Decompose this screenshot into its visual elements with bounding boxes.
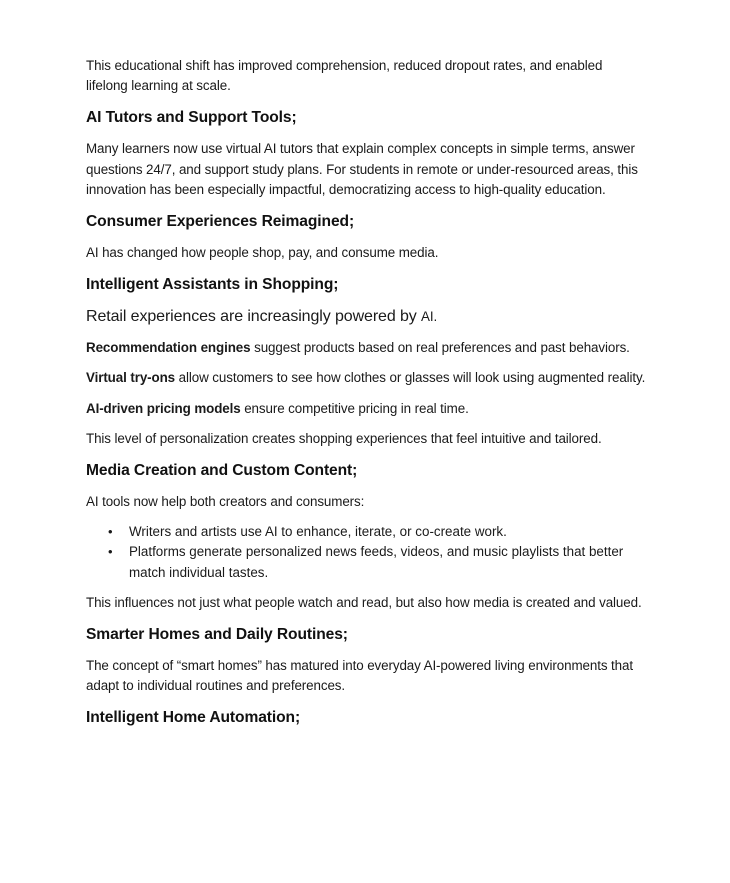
bullet-icon: • (108, 524, 113, 540)
paragraph-intro: This educational shift has improved comprehension, reduced dropout rates, and enabled lifelong learning at scale. (86, 58, 603, 94)
feature-text: ensure competitive pricing in real time. (240, 400, 469, 416)
list-item-text: Platforms generate personalized news feeds, videos, and music playlists that better match individual tastes. (129, 544, 624, 580)
feature-virtual-try-ons (86, 368, 646, 388)
list-item (86, 522, 646, 542)
paragraph-media-intro: AI tools now help both creators and consumers: (86, 494, 365, 510)
heading-home-automation: Intelligent Home Automation; (86, 709, 301, 727)
heading-smarter-homes: Smarter Homes and Daily Routines; (86, 626, 348, 644)
bullet-icon: • (108, 544, 113, 560)
feature-pricing-models (86, 399, 646, 419)
document-page (86, 56, 646, 729)
retail-tail-text: AI. (421, 309, 438, 325)
feature-term: Virtual try-ons (86, 370, 176, 386)
paragraph-ai-tutors: Many learners now use virtual AI tutors that explain complex concepts in simple terms, answer questions 24/7, and support study plans. For students in remote or under-resourced areas, this innovation has been especially impactful, democratizing access to high-quality education. (86, 141, 638, 197)
feature-term: Recommendation engines (86, 340, 251, 356)
paragraph-media-outro: This influences not just what people watch and read, but also how media is created and valued. (86, 594, 642, 610)
feature-text: allow customers to see how clothes or glasses will look using augmented reality. (175, 370, 646, 386)
heading-ai-tutors: AI Tutors and Support Tools; (86, 109, 297, 127)
paragraph-personalization: This level of personalization creates shopping experiences that feel intuitive and tailored. (86, 430, 602, 446)
paragraph-consumer: AI has changed how people shop, pay, and consume media. (86, 245, 439, 261)
heading-media-creation: Media Creation and Custom Content; (86, 462, 358, 480)
heading-shopping-assistants: Intelligent Assistants in Shopping; (86, 276, 339, 294)
list-item-text: Writers and artists use AI to enhance, iterate, or co-create work. (129, 524, 507, 540)
paragraph-smart-homes: The concept of “smart homes” has matured into everyday AI-powered living environments that adapt to individual routines and preferences. (86, 658, 633, 694)
list-item (86, 542, 646, 582)
retail-main-text: Retail experiences are increasingly powered by (86, 308, 422, 326)
heading-consumer-experiences: Consumer Experiences Reimagined; (86, 213, 355, 231)
feature-text: suggest products based on real preferences and past behaviors. (250, 340, 630, 356)
media-bullet-list (86, 522, 646, 583)
feature-recommendation-engines (86, 338, 646, 358)
paragraph-retail (86, 306, 646, 328)
feature-term: AI-driven pricing models (86, 400, 241, 416)
